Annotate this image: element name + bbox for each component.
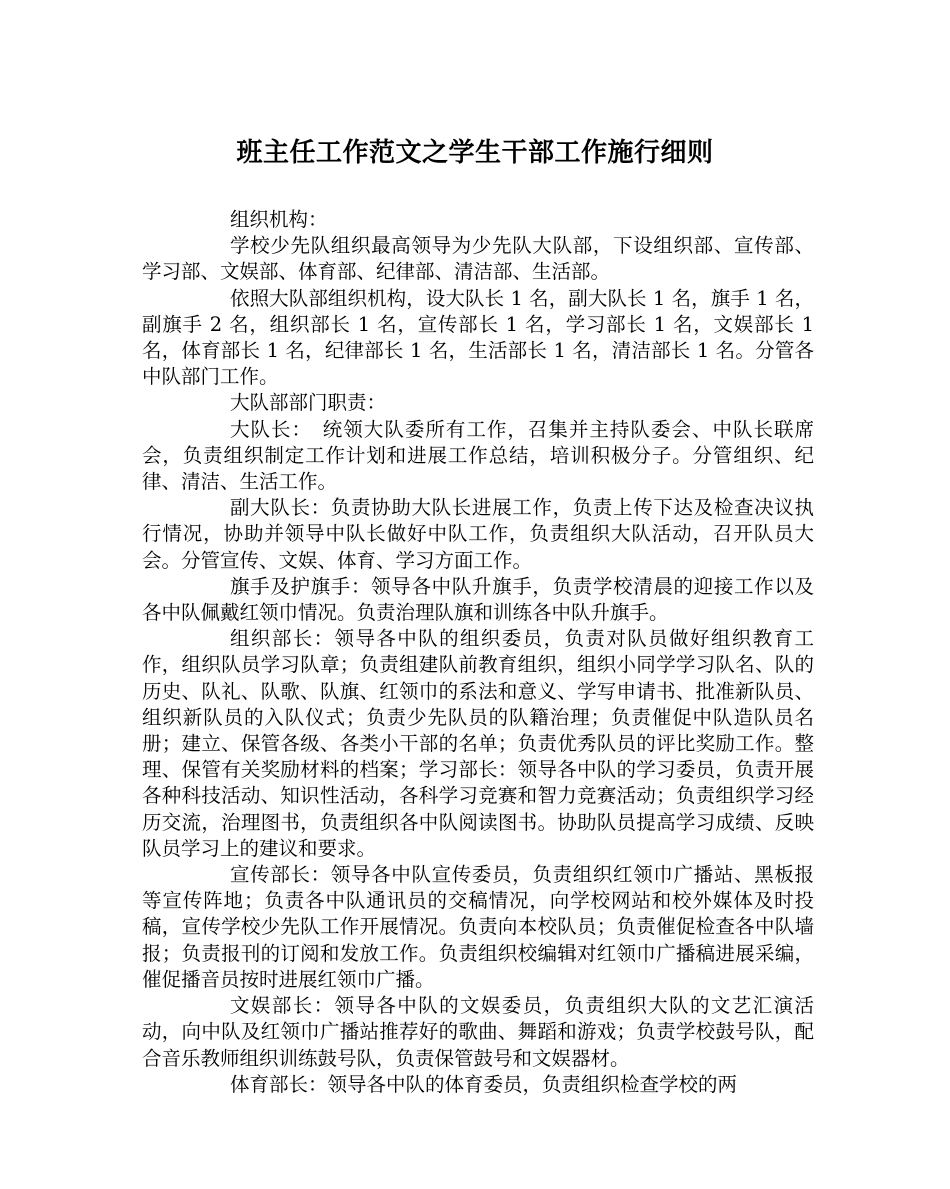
paragraph-duties-heading: 大队部部门职责： (230, 391, 387, 415)
document-title: 班主任工作范文之学生干部工作施行细则 (236, 138, 714, 168)
paragraph-org-structure: 学校少先队组织最高领导为少先队大队部，下设组织部、宣传部、学习部、文娱部、体育部、纪律部、清洁部、生活部。 (142, 234, 814, 284)
paragraph-sports-minister: 体育部长：领导各中队的体育委员，负责组织检查学校的两 (230, 1072, 738, 1096)
paragraph-captain: 大队长： 统领大队委所有工作，召集并主持队委会、中队长联席会，负责组织制定工作计划和进展工作总结，培训积极分子。分管组织、纪律、清洁、生活工作。 (142, 417, 814, 494)
document-body (142, 207, 814, 1098)
paragraph-org-heading: 组织机构： (230, 208, 328, 231)
paragraph-organization-minister: 组织部长：领导各中队的组织委员，负责对队员做好组织教育工作，组织队员学习队章；负责组建队前教育组织，组织小同学学习队名、队的历史、队礼、队歌、队旗、红领巾的系法和意义、学写申请书、批准新队员、组织新队员的入队仪式；负责少先队员的队籍治理；负责催促中队造队员名册；建立、保管各级、各类小干部的名单；负责优秀队员的评比奖励工作。整理、保管有关奖励材料的档案；学习部长：领导各中队的学习委员，负责开展各种科技活动、知识性活动，各科学习竞赛和智力竞赛活动；负责组织学习经历交流，治理图书，负责组织各中队阅读图书。协助队员提高学习成绩、反映队员学习上的建议和要求。 (142, 627, 814, 860)
paragraph-publicity-minister: 宣传部长：领导各中队宣传委员，负责组织红领巾广播站、黑板报等宣传阵地；负责各中队通讯员的交稿情况，向学校网站和校外媒体及时投稿，宣传学校少先队工作开展情况。负责向本校队员；负责催促检查各中队墙报；负责报刊的订阅和发放工作。负责组织校编辑对红领巾广播稿进展采编，催促播音员按时进展红领巾广播。 (142, 863, 814, 991)
paragraph-vice-captain: 副大队长：负责协助大队长进展工作，负责上传下达及检查决议执行情况，协助并领导中队长做好中队工作，负责组织大队活动，召开队员大会。分管宣传、文娱、体育、学习方面工作。 (142, 496, 814, 572)
paragraph-entertainment-minister: 文娱部长：领导各中队的文娱委员，负责组织大队的文艺汇演活动，向中队及红领巾广播站推荐好的歌曲、舞蹈和游戏；负责学校鼓号队，配合音乐教师组织训练鼓号队，负责保管鼓号和文娱器材。 (142, 994, 814, 1070)
paragraph-positions: 依照大队部组织机构，设大队长 1 名，副大队长 1 名，旗手 1 名，副旗手 2 名，组织部长 1 名，宣传部长 1 名，学习部长 1 名，文娱部长 1 名，体育部长 1 名，纪律部长 1 名，生活部长 1 名，清洁部长 1 名。分管各中队部门工作。 (142, 286, 814, 389)
paragraph-flag-bearer: 旗手及护旗手：领导各中队升旗手，负责学校清晨的迎接工作以及各中队佩戴红领巾情况。负责治理队旗和训练各中队升旗手。 (142, 574, 814, 625)
